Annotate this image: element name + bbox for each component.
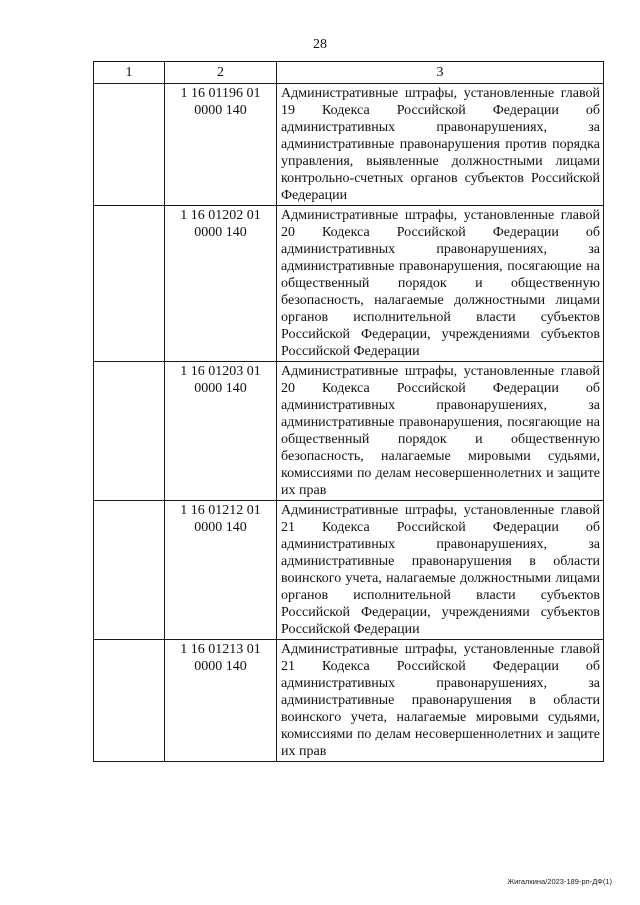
- table-header-row: [94, 62, 604, 84]
- description-cell: [277, 362, 604, 501]
- budget-code-cell: [165, 362, 277, 501]
- table-row: [94, 501, 604, 640]
- description-text: Административные штрафы, установленные главой 21 Кодекса Российской Федерации об административных правонарушениях, за административные правонарушения в области воинского учета, налагаемые должностными лицами органов исполнительной власти субъектов Российской Федерации, учреждениями субъектов Российской Федерации: [281, 503, 600, 637]
- budget-code-line2: 0000 140: [194, 520, 247, 535]
- description-text: Административные штрафы, установленные главой 19 Кодекса Российской Федерации об административных правонарушениях, за административные правонарушения против порядка управления, выявленные должностными лицами контрольно-счетных органов субъектов Российской Федерации: [281, 86, 600, 203]
- description-text: Административные штрафы, установленные главой 20 Кодекса Российской Федерации об административных правонарушениях, за административные правонарушения, посягающие на общественный порядок и общественную безопасность, налагаемые мировыми судьями, комиссиями по делам несовершеннолетних и защите их прав: [281, 364, 600, 498]
- column-header-2: 2: [165, 62, 277, 84]
- row-number-cell: [94, 362, 165, 501]
- description-cell: [277, 501, 604, 640]
- row-number-cell: [94, 640, 165, 762]
- row-number-cell: [94, 84, 165, 206]
- budget-code-cell: [165, 84, 277, 206]
- budget-code-cell: [165, 640, 277, 762]
- row-number-cell: [94, 206, 165, 362]
- budget-code-cell: [165, 206, 277, 362]
- description-cell: [277, 206, 604, 362]
- budget-code-line1: 1 16 01203 01: [180, 364, 261, 379]
- page-number: 28: [313, 37, 327, 52]
- budget-code-cell: [165, 501, 277, 640]
- column-header-3: 3: [277, 62, 604, 84]
- column-header-1: 1: [94, 62, 165, 84]
- description-cell: [277, 84, 604, 206]
- budget-code-line2: 0000 140: [194, 225, 247, 240]
- document-reference: Жигалкина/2023-189-рп-ДФ(1): [507, 877, 612, 886]
- budget-code-line1: 1 16 01212 01: [180, 503, 261, 518]
- row-number-cell: [94, 501, 165, 640]
- table-row: [94, 84, 604, 206]
- document-table: [93, 61, 604, 762]
- budget-code-line1: 1 16 01213 01: [180, 642, 261, 657]
- budget-code-line1: 1 16 01202 01: [180, 208, 261, 223]
- description-text: Административные штрафы, установленные главой 21 Кодекса Российской Федерации об административных правонарушениях, за административные правонарушения в области воинского учета, налагаемые мировыми судьями, комиссиями по делам несовершеннолетних и защите их прав: [281, 642, 600, 759]
- table-row: [94, 362, 604, 501]
- budget-code-line1: 1 16 01196 01: [180, 86, 261, 101]
- table-row: [94, 206, 604, 362]
- budget-code-line2: 0000 140: [194, 103, 247, 118]
- budget-code-line2: 0000 140: [194, 659, 247, 674]
- description-cell: [277, 640, 604, 762]
- description-text: Административные штрафы, установленные главой 20 Кодекса Российской Федерации об административных правонарушениях, за административные правонарушения, посягающие на общественный порядок и общественную безопасность, налагаемые должностными лицами органов исполнительной власти субъектов Российской Федерации, учреждениями субъектов Российской Федерации: [281, 208, 600, 359]
- table-row: [94, 640, 604, 762]
- budget-code-line2: 0000 140: [194, 381, 247, 396]
